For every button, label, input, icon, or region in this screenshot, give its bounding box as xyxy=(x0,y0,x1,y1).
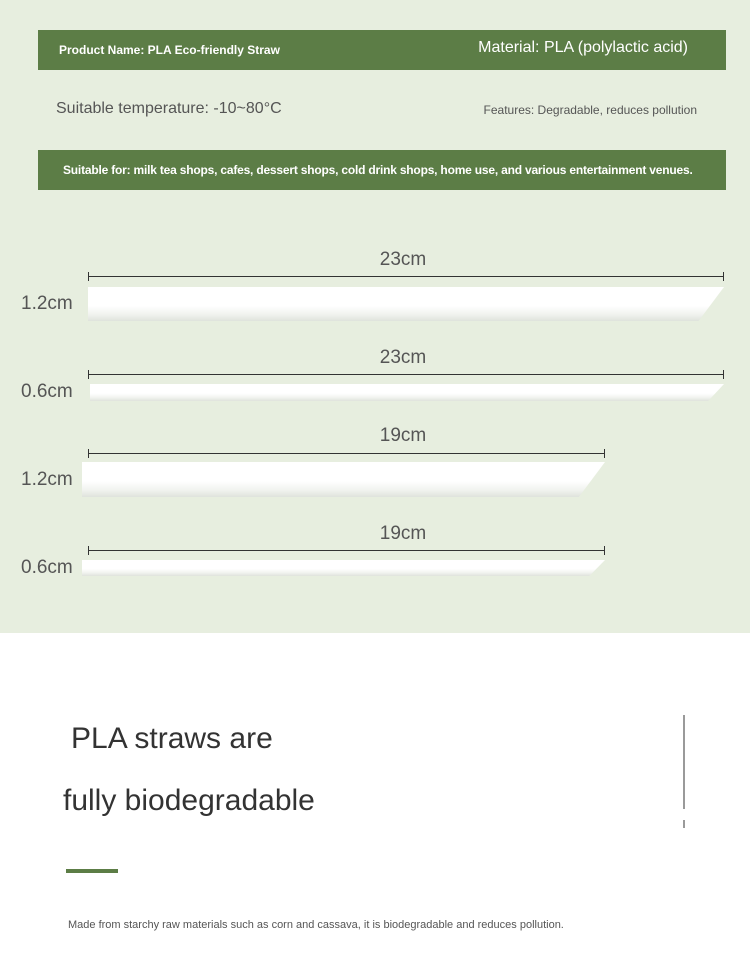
straw-length-label: 19cm xyxy=(379,425,427,446)
straw-diameter-label: 0.6cm xyxy=(21,557,73,578)
straw-23cm-narrow xyxy=(90,384,724,401)
straw-diameter-label: 0.6cm xyxy=(21,381,73,402)
straw-23cm-wide xyxy=(88,287,724,321)
length-dimension-line xyxy=(88,276,724,277)
material-label: Material: PLA (polylactic acid) xyxy=(478,39,688,56)
suitable-for-label: Suitable for: milk tea shops, cafes, dessert shops, cold drink shops, home use, and various entertainment venues. xyxy=(63,163,693,177)
straw-19cm-wide xyxy=(82,462,605,497)
decorative-divider xyxy=(683,715,685,809)
decorative-divider xyxy=(683,820,685,828)
straw-length-label: 23cm xyxy=(379,249,427,270)
straw-length-label: 23cm xyxy=(379,347,427,368)
headline-line-2: fully biodegradable xyxy=(63,784,315,817)
accent-underline xyxy=(66,869,118,873)
straw-19cm-narrow xyxy=(82,560,605,576)
temperature-label: Suitable temperature: -10~80°C xyxy=(56,100,282,117)
straw-diameter-label: 1.2cm xyxy=(21,293,73,314)
description-text: Made from starchy raw materials such as corn and cassava, it is biodegradable and reduces pollution. xyxy=(68,919,564,931)
straw-diameter-label: 1.2cm xyxy=(21,469,73,490)
product-name: Product Name: PLA Eco-friendly Straw xyxy=(59,43,280,57)
product-header-bar xyxy=(38,30,726,70)
usage-bar xyxy=(38,150,726,190)
length-dimension-line xyxy=(88,374,724,375)
headline-line-1: PLA straws are xyxy=(71,722,273,755)
length-dimension-line xyxy=(88,550,605,551)
length-dimension-line xyxy=(88,453,605,454)
features-label: Features: Degradable, reduces pollution xyxy=(483,103,697,117)
straw-length-label: 19cm xyxy=(379,523,427,544)
